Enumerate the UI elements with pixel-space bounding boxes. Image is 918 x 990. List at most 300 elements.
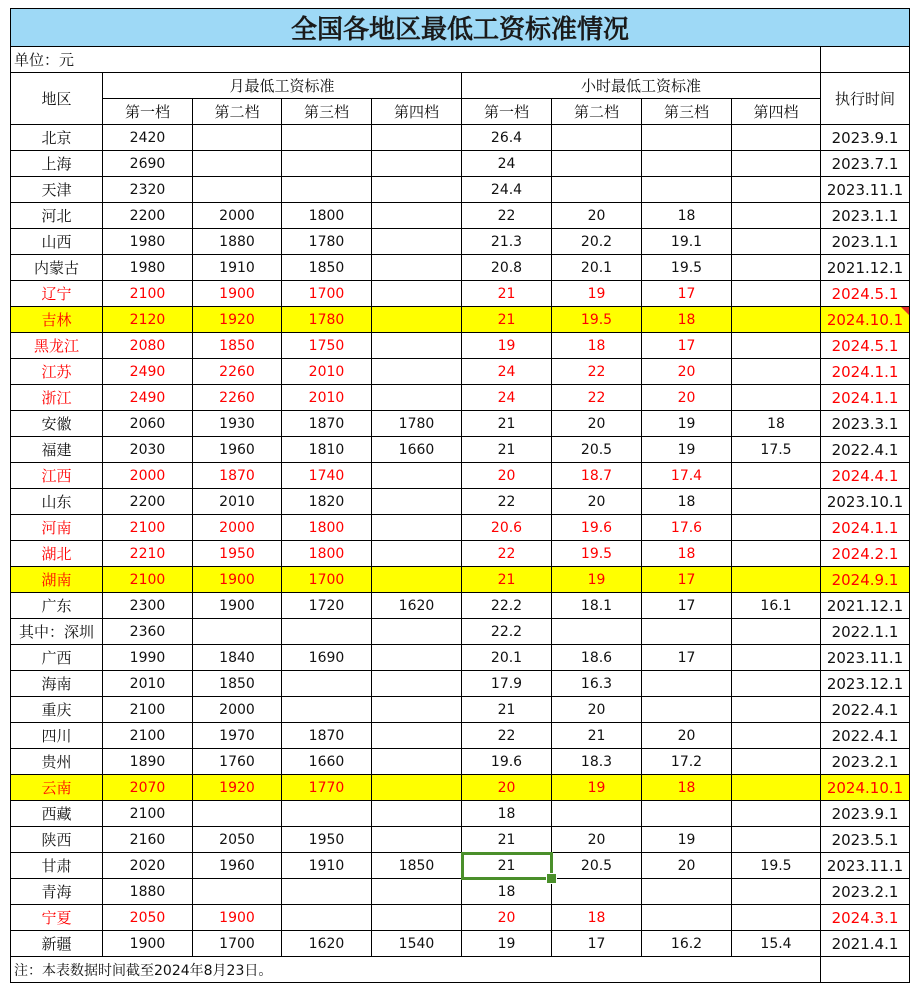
hourly-tier-2-cell[interactable]: 19.6	[552, 515, 642, 541]
date-cell[interactable]	[821, 697, 910, 723]
hourly-tier-4-cell[interactable]	[732, 359, 821, 385]
monthly-tier-3-cell[interactable]	[282, 619, 372, 645]
date-cell[interactable]	[821, 359, 910, 385]
monthly-tier-3-cell[interactable]: 1780	[282, 229, 372, 255]
date-cell[interactable]	[821, 333, 910, 359]
hourly-tier-4-cell[interactable]	[732, 203, 821, 229]
region-cell[interactable]: 广西	[11, 645, 103, 671]
region-cell[interactable]: 陕西	[11, 827, 103, 853]
hourly-tier-1-cell[interactable]: 21	[462, 281, 552, 307]
monthly-tier-3-cell[interactable]: 1850	[282, 255, 372, 281]
monthly-tier-4-cell[interactable]	[372, 151, 462, 177]
hourly-tier-2-cell[interactable]	[552, 151, 642, 177]
hourly-tier-3-cell[interactable]: 18	[642, 489, 732, 515]
date-cell[interactable]	[821, 723, 910, 749]
hourly-tier-3-cell[interactable]: 19	[642, 411, 732, 437]
hourly-tier-1-cell[interactable]: 20.6	[462, 515, 552, 541]
hourly-tier-4-cell[interactable]: 18	[732, 411, 821, 437]
date-cell[interactable]	[821, 645, 910, 671]
date-cell[interactable]	[821, 411, 910, 437]
monthly-tier-4-cell[interactable]	[372, 567, 462, 593]
hourly-tier-3-cell[interactable]	[642, 697, 732, 723]
date-cell[interactable]	[821, 281, 910, 307]
hourly-tier-3-cell[interactable]	[642, 125, 732, 151]
monthly-tier-1-cell[interactable]: 2070	[103, 775, 193, 801]
hourly-tier-3-cell[interactable]: 17.6	[642, 515, 732, 541]
comment-indicator-icon[interactable]	[901, 307, 909, 315]
monthly-tier-1-cell[interactable]: 2010	[103, 671, 193, 697]
hourly-tier-3-cell[interactable]: 20	[642, 385, 732, 411]
hourly-tier-2-cell[interactable]: 22	[552, 359, 642, 385]
hourly-tier-2-cell[interactable]: 17	[552, 931, 642, 957]
region-cell[interactable]: 新疆	[11, 931, 103, 957]
monthly-tier-4-cell[interactable]	[372, 905, 462, 931]
monthly-tier-2-cell[interactable]: 1930	[193, 411, 282, 437]
hourly-tier-4-cell[interactable]	[732, 281, 821, 307]
date-cell[interactable]	[821, 905, 910, 931]
hourly-tier-2-cell[interactable]: 20	[552, 827, 642, 853]
monthly-tier-1-cell[interactable]: 1980	[103, 255, 193, 281]
monthly-tier-4-cell[interactable]	[372, 307, 462, 333]
monthly-tier-4-cell[interactable]	[372, 827, 462, 853]
region-cell[interactable]: 北京	[11, 125, 103, 151]
date-cell[interactable]	[821, 255, 910, 281]
hourly-tier-4-cell[interactable]	[732, 723, 821, 749]
hourly-tier-2-cell[interactable]: 20.2	[552, 229, 642, 255]
date-cell[interactable]	[821, 541, 910, 567]
hourly-tier-2-cell[interactable]: 22	[552, 385, 642, 411]
hourly-tier-1-cell[interactable]: 26.4	[462, 125, 552, 151]
monthly-tier-3-cell[interactable]	[282, 177, 372, 203]
hourly-tier-1-cell[interactable]: 20	[462, 775, 552, 801]
hourly-tier-1-cell[interactable]: 21	[462, 567, 552, 593]
monthly-tier-2-cell[interactable]: 1850	[193, 333, 282, 359]
monthly-tier-3-cell[interactable]	[282, 801, 372, 827]
region-cell[interactable]: 贵州	[11, 749, 103, 775]
monthly-tier-2-cell[interactable]: 1900	[193, 281, 282, 307]
monthly-tier-1-cell[interactable]: 1990	[103, 645, 193, 671]
monthly-tier-3-cell[interactable]: 1800	[282, 541, 372, 567]
hourly-tier-1-cell[interactable]: 19	[462, 333, 552, 359]
hourly-tier-3-cell[interactable]	[642, 177, 732, 203]
hourly-tier-2-cell[interactable]	[552, 177, 642, 203]
date-cell[interactable]	[821, 203, 910, 229]
monthly-tier-1-cell[interactable]: 2200	[103, 203, 193, 229]
monthly-tier-1-cell[interactable]: 2490	[103, 385, 193, 411]
region-cell[interactable]: 江苏	[11, 359, 103, 385]
monthly-tier-2-cell[interactable]: 1870	[193, 463, 282, 489]
hourly-tier-1-cell[interactable]: 19.6	[462, 749, 552, 775]
hourly-tier-4-cell[interactable]: 17.5	[732, 437, 821, 463]
monthly-tier-3-header[interactable]: 第三档	[282, 99, 372, 125]
monthly-tier-1-cell[interactable]: 2100	[103, 697, 193, 723]
hourly-tier-3-cell[interactable]	[642, 801, 732, 827]
monthly-tier-3-cell[interactable]	[282, 151, 372, 177]
monthly-tier-3-cell[interactable]	[282, 905, 372, 931]
monthly-tier-1-cell[interactable]: 2100	[103, 281, 193, 307]
hourly-tier-2-cell[interactable]: 18	[552, 333, 642, 359]
monthly-tier-1-cell[interactable]: 2120	[103, 307, 193, 333]
hourly-tier-1-cell[interactable]: 24	[462, 385, 552, 411]
monthly-tier-2-cell[interactable]	[193, 177, 282, 203]
monthly-tier-1-cell[interactable]: 2300	[103, 593, 193, 619]
hourly-tier-3-cell[interactable]	[642, 619, 732, 645]
monthly-tier-4-cell[interactable]	[372, 671, 462, 697]
hourly-tier-4-cell[interactable]	[732, 333, 821, 359]
hourly-tier-3-cell[interactable]: 16.2	[642, 931, 732, 957]
date-cell[interactable]	[821, 489, 910, 515]
hourly-tier-3-cell[interactable]: 19	[642, 827, 732, 853]
monthly-tier-3-cell[interactable]: 2010	[282, 359, 372, 385]
monthly-tier-4-header[interactable]: 第四档	[372, 99, 462, 125]
empty-cell[interactable]	[821, 47, 910, 73]
monthly-tier-2-cell[interactable]: 1920	[193, 307, 282, 333]
region-cell[interactable]: 湖北	[11, 541, 103, 567]
hourly-tier-1-cell[interactable]: 22	[462, 723, 552, 749]
hourly-tier-1-cell[interactable]: 21.3	[462, 229, 552, 255]
date-cell[interactable]	[821, 749, 910, 775]
hourly-tier-2-cell[interactable]: 20	[552, 411, 642, 437]
hourly-tier-4-cell[interactable]	[732, 775, 821, 801]
hourly-tier-1-cell[interactable]: 22	[462, 489, 552, 515]
hourly-tier-3-cell[interactable]: 18	[642, 775, 732, 801]
hourly-tier-1-cell[interactable]: 18	[462, 879, 552, 905]
hourly-tier-3-cell[interactable]: 18	[642, 307, 732, 333]
region-cell[interactable]: 河南	[11, 515, 103, 541]
monthly-tier-4-cell[interactable]	[372, 775, 462, 801]
monthly-tier-4-cell[interactable]	[372, 359, 462, 385]
region-cell[interactable]: 江西	[11, 463, 103, 489]
region-cell[interactable]: 广东	[11, 593, 103, 619]
hourly-tier-4-cell[interactable]	[732, 177, 821, 203]
hourly-tier-2-cell[interactable]: 18.3	[552, 749, 642, 775]
monthly-tier-3-cell[interactable]: 1950	[282, 827, 372, 853]
monthly-tier-4-cell[interactable]	[372, 697, 462, 723]
monthly-tier-2-cell[interactable]	[193, 125, 282, 151]
region-cell[interactable]: 四川	[11, 723, 103, 749]
monthly-tier-3-cell[interactable]	[282, 697, 372, 723]
date-cell[interactable]	[821, 567, 910, 593]
monthly-tier-4-cell[interactable]	[372, 255, 462, 281]
monthly-tier-4-cell[interactable]	[372, 125, 462, 151]
hourly-tier-2-cell[interactable]: 18	[552, 905, 642, 931]
region-cell[interactable]: 河北	[11, 203, 103, 229]
region-cell[interactable]: 重庆	[11, 697, 103, 723]
monthly-tier-1-cell[interactable]: 1890	[103, 749, 193, 775]
fill-handle[interactable]	[546, 873, 557, 884]
region-cell[interactable]: 宁夏	[11, 905, 103, 931]
hourly-tier-4-cell[interactable]	[732, 827, 821, 853]
monthly-tier-2-cell[interactable]: 2000	[193, 697, 282, 723]
date-cell[interactable]	[821, 307, 910, 333]
hourly-tier-2-cell[interactable]	[552, 879, 642, 905]
monthly-tier-1-cell[interactable]: 2050	[103, 905, 193, 931]
monthly-tier-2-cell[interactable]	[193, 619, 282, 645]
hourly-tier-3-cell[interactable]: 17	[642, 645, 732, 671]
date-cell[interactable]	[821, 671, 910, 697]
hourly-tier-2-cell[interactable]	[552, 619, 642, 645]
monthly-tier-4-cell[interactable]	[372, 541, 462, 567]
monthly-tier-2-cell[interactable]: 1910	[193, 255, 282, 281]
monthly-tier-4-cell[interactable]	[372, 333, 462, 359]
region-cell[interactable]: 湖南	[11, 567, 103, 593]
hourly-tier-3-cell[interactable]: 17	[642, 333, 732, 359]
footnote-cell[interactable]: 注：本表数据时间截至2024年8月23日。	[11, 957, 821, 983]
hourly-tier-4-cell[interactable]: 19.5	[732, 853, 821, 879]
hourly-tier-4-cell[interactable]	[732, 697, 821, 723]
hourly-tier-4-cell[interactable]	[732, 229, 821, 255]
monthly-tier-1-cell[interactable]: 2490	[103, 359, 193, 385]
monthly-tier-4-cell[interactable]	[372, 385, 462, 411]
date-cell[interactable]	[821, 515, 910, 541]
monthly-tier-3-cell[interactable]: 1870	[282, 723, 372, 749]
monthly-tier-2-header[interactable]: 第二档	[193, 99, 282, 125]
hourly-tier-2-cell[interactable]: 21	[552, 723, 642, 749]
hourly-tier-3-cell[interactable]: 18	[642, 203, 732, 229]
monthly-tier-2-cell[interactable]: 1900	[193, 593, 282, 619]
hourly-tier-1-header[interactable]: 第一档	[462, 99, 552, 125]
hourly-tier-4-cell[interactable]	[732, 463, 821, 489]
hourly-tier-1-cell[interactable]: 24	[462, 359, 552, 385]
hourly-tier-3-cell[interactable]: 17	[642, 281, 732, 307]
hourly-tier-3-header[interactable]: 第三档	[642, 99, 732, 125]
region-cell[interactable]: 甘肃	[11, 853, 103, 879]
date-cell[interactable]	[821, 385, 910, 411]
monthly-tier-4-cell[interactable]	[372, 801, 462, 827]
hourly-tier-2-cell[interactable]: 20.1	[552, 255, 642, 281]
monthly-tier-1-cell[interactable]: 2160	[103, 827, 193, 853]
hourly-tier-1-cell[interactable]: 21	[462, 411, 552, 437]
monthly-tier-2-cell[interactable]: 2260	[193, 385, 282, 411]
sheet-title[interactable]: 全国各地区最低工资标准情况	[11, 9, 910, 47]
hourly-tier-1-cell[interactable]: 17.9	[462, 671, 552, 697]
monthly-tier-4-cell[interactable]	[372, 229, 462, 255]
date-cell[interactable]	[821, 463, 910, 489]
hourly-tier-4-cell[interactable]: 15.4	[732, 931, 821, 957]
hourly-tier-4-cell[interactable]	[732, 541, 821, 567]
hourly-tier-1-cell[interactable]: 21	[462, 307, 552, 333]
monthly-tier-3-cell[interactable]: 1800	[282, 203, 372, 229]
monthly-tier-1-cell[interactable]: 1980	[103, 229, 193, 255]
region-cell[interactable]: 辽宁	[11, 281, 103, 307]
hourly-tier-4-cell[interactable]	[732, 515, 821, 541]
hourly-tier-3-cell[interactable]: 20	[642, 359, 732, 385]
hourly-tier-1-cell[interactable]: 22	[462, 203, 552, 229]
hourly-tier-1-cell[interactable]: 24.4	[462, 177, 552, 203]
region-cell[interactable]: 上海	[11, 151, 103, 177]
monthly-tier-2-cell[interactable]: 1900	[193, 567, 282, 593]
hourly-tier-1-cell[interactable]: 19	[462, 931, 552, 957]
monthly-tier-2-cell[interactable]	[193, 801, 282, 827]
selected-cell[interactable]: 21	[462, 853, 552, 879]
monthly-tier-1-cell[interactable]: 2100	[103, 567, 193, 593]
hourly-tier-4-cell[interactable]	[732, 255, 821, 281]
region-cell[interactable]: 西藏	[11, 801, 103, 827]
date-cell[interactable]	[821, 151, 910, 177]
monthly-tier-2-cell[interactable]: 1950	[193, 541, 282, 567]
monthly-tier-3-cell[interactable]: 1700	[282, 567, 372, 593]
date-cell[interactable]	[821, 437, 910, 463]
hourly-tier-1-cell[interactable]: 22	[462, 541, 552, 567]
monthly-tier-3-cell[interactable]: 1690	[282, 645, 372, 671]
hourly-tier-1-cell[interactable]: 22.2	[462, 619, 552, 645]
hourly-tier-4-cell[interactable]	[732, 307, 821, 333]
monthly-tier-3-cell[interactable]: 1770	[282, 775, 372, 801]
monthly-tier-4-cell[interactable]	[372, 723, 462, 749]
hourly-tier-1-cell[interactable]: 22.2	[462, 593, 552, 619]
date-cell[interactable]	[821, 229, 910, 255]
monthly-tier-3-cell[interactable]: 1870	[282, 411, 372, 437]
region-cell[interactable]: 其中：深圳	[11, 619, 103, 645]
hourly-tier-2-header[interactable]: 第二档	[552, 99, 642, 125]
hourly-tier-1-cell[interactable]: 20.1	[462, 645, 552, 671]
hourly-tier-2-cell[interactable]: 20.5	[552, 853, 642, 879]
monthly-tier-3-cell[interactable]: 1810	[282, 437, 372, 463]
monthly-tier-4-cell[interactable]	[372, 203, 462, 229]
monthly-tier-1-cell[interactable]: 2320	[103, 177, 193, 203]
unit-label[interactable]: 单位：元	[11, 47, 821, 73]
date-cell[interactable]	[821, 775, 910, 801]
monthly-tier-1-cell[interactable]: 1880	[103, 879, 193, 905]
hourly-tier-1-cell[interactable]: 21	[462, 697, 552, 723]
monthly-tier-2-cell[interactable]	[193, 879, 282, 905]
region-cell[interactable]: 内蒙古	[11, 255, 103, 281]
region-cell[interactable]: 青海	[11, 879, 103, 905]
monthly-tier-3-cell[interactable]	[282, 879, 372, 905]
hourly-tier-2-cell[interactable]: 19	[552, 567, 642, 593]
hourly-tier-3-cell[interactable]: 19.5	[642, 255, 732, 281]
date-cell[interactable]	[821, 177, 910, 203]
hourly-tier-3-cell[interactable]	[642, 671, 732, 697]
hourly-tier-3-cell[interactable]: 20	[642, 723, 732, 749]
region-cell[interactable]: 安徽	[11, 411, 103, 437]
monthly-tier-1-cell[interactable]: 2200	[103, 489, 193, 515]
monthly-tier-1-cell[interactable]: 2690	[103, 151, 193, 177]
hourly-tier-3-cell[interactable]	[642, 879, 732, 905]
monthly-tier-1-cell[interactable]: 2210	[103, 541, 193, 567]
monthly-tier-2-cell[interactable]: 1970	[193, 723, 282, 749]
hourly-tier-4-cell[interactable]	[732, 151, 821, 177]
hourly-tier-1-cell[interactable]: 24	[462, 151, 552, 177]
hourly-tier-4-cell[interactable]	[732, 905, 821, 931]
monthly-tier-1-cell[interactable]: 2000	[103, 463, 193, 489]
hourly-tier-4-cell[interactable]	[732, 489, 821, 515]
hourly-tier-2-cell[interactable]: 19.5	[552, 307, 642, 333]
monthly-tier-4-cell[interactable]: 1620	[372, 593, 462, 619]
monthly-tier-3-cell[interactable]: 1720	[282, 593, 372, 619]
monthly-tier-3-cell[interactable]: 1800	[282, 515, 372, 541]
monthly-tier-1-cell[interactable]: 2020	[103, 853, 193, 879]
hourly-tier-3-cell[interactable]: 19.1	[642, 229, 732, 255]
monthly-header[interactable]: 月最低工资标准	[103, 73, 462, 99]
monthly-tier-3-cell[interactable]: 1700	[282, 281, 372, 307]
monthly-tier-3-cell[interactable]	[282, 671, 372, 697]
hourly-tier-3-cell[interactable]	[642, 151, 732, 177]
hourly-tier-2-cell[interactable]: 16.3	[552, 671, 642, 697]
monthly-tier-4-cell[interactable]	[372, 749, 462, 775]
monthly-tier-4-cell[interactable]	[372, 645, 462, 671]
monthly-tier-2-cell[interactable]: 2000	[193, 515, 282, 541]
hourly-tier-4-cell[interactable]	[732, 385, 821, 411]
hourly-header[interactable]: 小时最低工资标准	[462, 73, 821, 99]
region-cell[interactable]: 云南	[11, 775, 103, 801]
hourly-tier-2-cell[interactable]: 20	[552, 697, 642, 723]
monthly-tier-4-cell[interactable]: 1780	[372, 411, 462, 437]
monthly-tier-3-cell[interactable]: 1750	[282, 333, 372, 359]
monthly-tier-2-cell[interactable]: 1700	[193, 931, 282, 957]
hourly-tier-3-cell[interactable]: 19	[642, 437, 732, 463]
monthly-tier-4-cell[interactable]	[372, 177, 462, 203]
date-cell[interactable]	[821, 853, 910, 879]
hourly-tier-2-cell[interactable]: 18.7	[552, 463, 642, 489]
monthly-tier-4-cell[interactable]: 1850	[372, 853, 462, 879]
monthly-tier-1-cell[interactable]: 2100	[103, 801, 193, 827]
hourly-tier-2-cell[interactable]: 20	[552, 489, 642, 515]
monthly-tier-4-cell[interactable]: 1540	[372, 931, 462, 957]
monthly-tier-4-cell[interactable]	[372, 619, 462, 645]
hourly-tier-4-cell[interactable]	[732, 879, 821, 905]
hourly-tier-2-cell[interactable]: 19	[552, 775, 642, 801]
hourly-tier-4-cell[interactable]	[732, 801, 821, 827]
hourly-tier-4-cell[interactable]	[732, 125, 821, 151]
region-cell[interactable]: 天津	[11, 177, 103, 203]
monthly-tier-2-cell[interactable]: 2010	[193, 489, 282, 515]
date-cell[interactable]	[821, 619, 910, 645]
monthly-tier-2-cell[interactable]: 1850	[193, 671, 282, 697]
hourly-tier-1-cell[interactable]: 20	[462, 905, 552, 931]
monthly-tier-1-cell[interactable]: 2030	[103, 437, 193, 463]
empty-cell[interactable]	[821, 957, 910, 983]
date-cell[interactable]	[821, 879, 910, 905]
monthly-tier-2-cell[interactable]: 2260	[193, 359, 282, 385]
monthly-tier-2-cell[interactable]: 1960	[193, 437, 282, 463]
monthly-tier-1-cell[interactable]: 2420	[103, 125, 193, 151]
monthly-tier-2-cell[interactable]: 1760	[193, 749, 282, 775]
hourly-tier-1-cell[interactable]: 20.8	[462, 255, 552, 281]
monthly-tier-3-cell[interactable]: 1780	[282, 307, 372, 333]
monthly-tier-3-cell[interactable]: 1620	[282, 931, 372, 957]
region-cell[interactable]: 山东	[11, 489, 103, 515]
monthly-tier-4-cell[interactable]	[372, 463, 462, 489]
monthly-tier-1-cell[interactable]: 2100	[103, 723, 193, 749]
region-cell[interactable]: 黑龙江	[11, 333, 103, 359]
date-cell[interactable]	[821, 125, 910, 151]
monthly-tier-4-cell[interactable]	[372, 489, 462, 515]
hourly-tier-1-cell[interactable]: 20	[462, 463, 552, 489]
monthly-tier-1-cell[interactable]: 1900	[103, 931, 193, 957]
hourly-tier-2-cell[interactable]: 18.1	[552, 593, 642, 619]
hourly-tier-4-cell[interactable]	[732, 567, 821, 593]
hourly-tier-1-cell[interactable]: 21	[462, 827, 552, 853]
monthly-tier-3-cell[interactable]: 1660	[282, 749, 372, 775]
date-cell[interactable]	[821, 593, 910, 619]
monthly-tier-3-cell[interactable]	[282, 125, 372, 151]
date-cell[interactable]	[821, 931, 910, 957]
hourly-tier-3-cell[interactable]: 17	[642, 567, 732, 593]
hourly-tier-3-cell[interactable]: 18	[642, 541, 732, 567]
monthly-tier-2-cell[interactable]: 2000	[193, 203, 282, 229]
hourly-tier-3-cell[interactable]: 20	[642, 853, 732, 879]
date-cell[interactable]	[821, 801, 910, 827]
region-header[interactable]: 地区	[11, 73, 103, 125]
monthly-tier-4-cell[interactable]	[372, 879, 462, 905]
hourly-tier-2-cell[interactable]: 18.6	[552, 645, 642, 671]
monthly-tier-2-cell[interactable]: 1900	[193, 905, 282, 931]
monthly-tier-1-cell[interactable]: 2100	[103, 515, 193, 541]
hourly-tier-4-cell[interactable]	[732, 749, 821, 775]
monthly-tier-2-cell[interactable]: 1840	[193, 645, 282, 671]
date-cell[interactable]	[821, 827, 910, 853]
